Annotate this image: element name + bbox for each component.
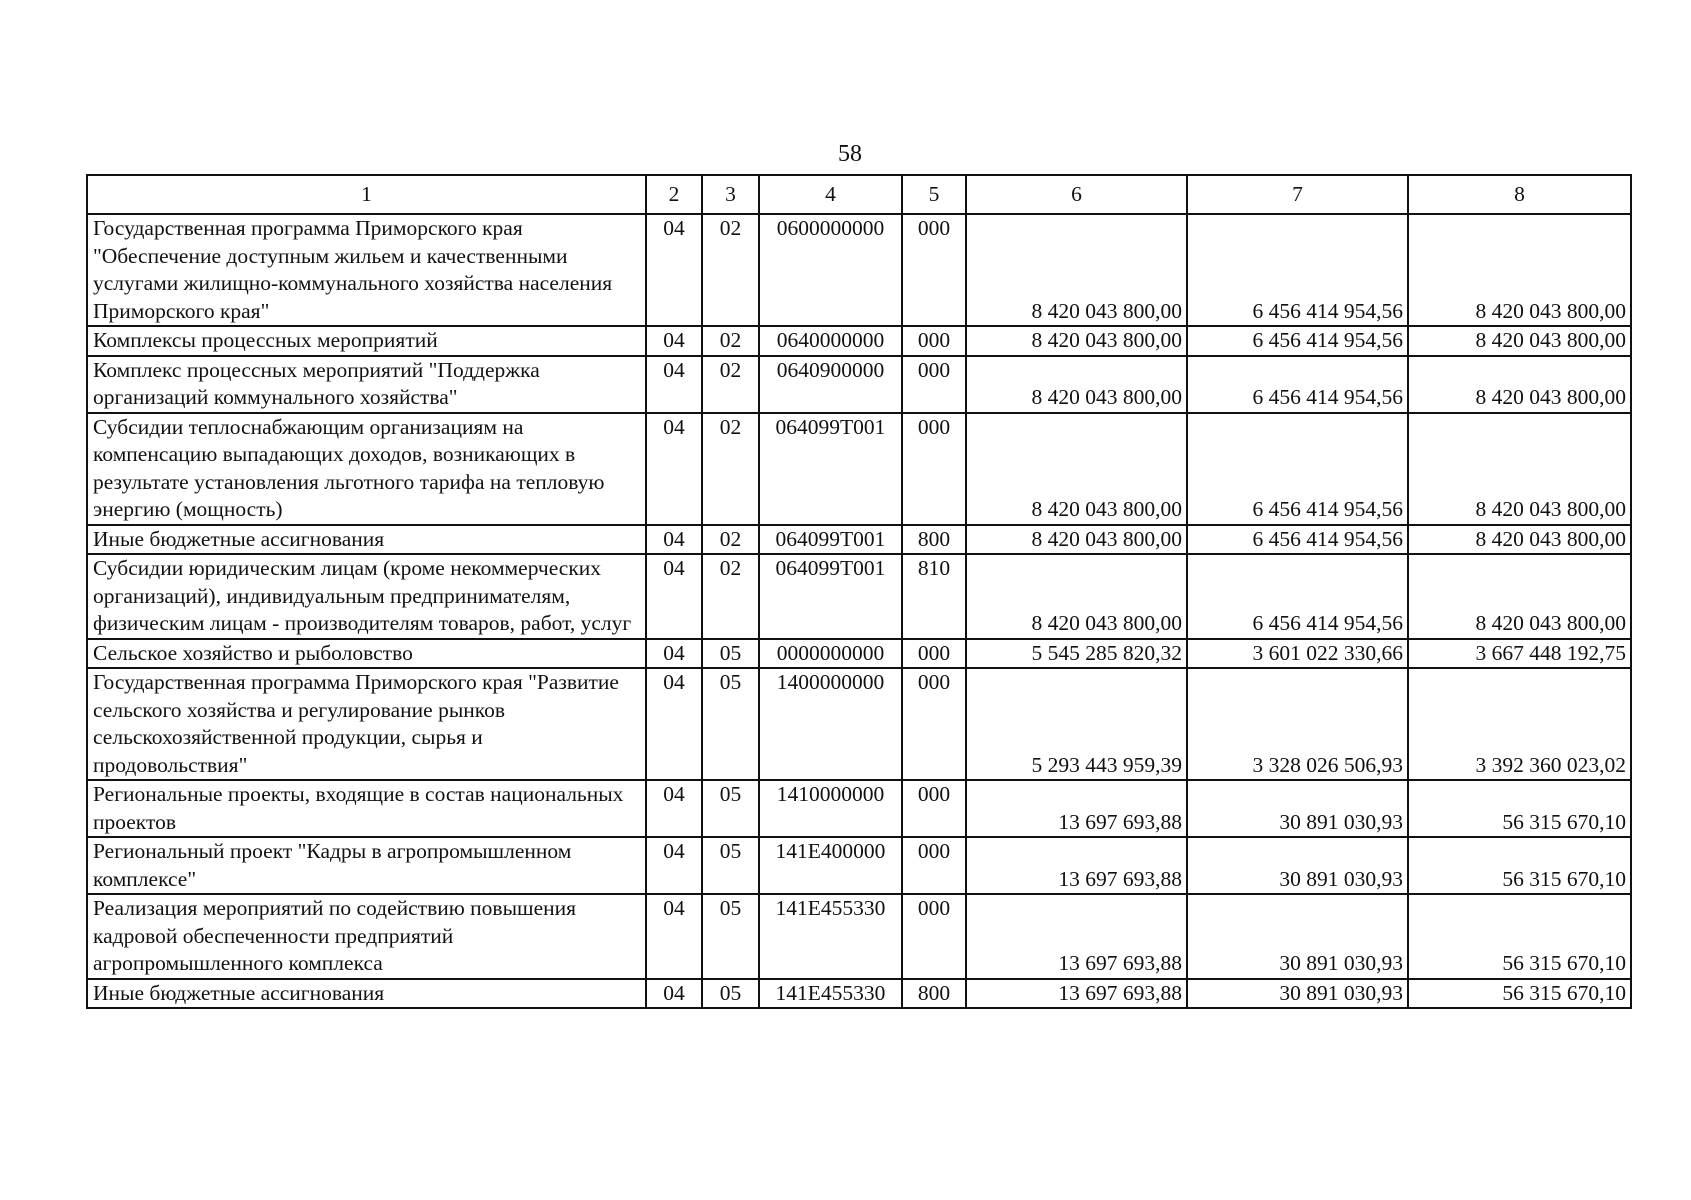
row-amount-6: 13 697 693,88 <box>966 979 1187 1009</box>
row-amount-7: 30 891 030,93 <box>1187 837 1408 894</box>
row-name: Субсидии юридическим лицам (кроме некоммерческих организаций), индивидуальным предпринимателям, физическим лицам - производителям товаров, работ, услуг <box>87 554 646 639</box>
row-subsection: 02 <box>702 525 759 555</box>
row-amount-8: 56 315 670,10 <box>1408 780 1631 837</box>
row-amount-8: 8 420 043 800,00 <box>1408 525 1631 555</box>
row-amount-8: 56 315 670,10 <box>1408 894 1631 979</box>
row-amount-6: 8 420 043 800,00 <box>966 525 1187 555</box>
row-amount-7: 6 456 414 954,56 <box>1187 326 1408 356</box>
header-col-4: 4 <box>759 175 902 214</box>
row-section: 04 <box>646 326 702 356</box>
row-subsection: 02 <box>702 356 759 413</box>
row-expense-type: 000 <box>902 214 966 326</box>
row-target-code: 064099Т001 <box>759 554 902 639</box>
table-row <box>87 554 1631 639</box>
row-target-code: 141Е455330 <box>759 979 902 1009</box>
row-name: Региональные проекты, входящие в состав национальных проектов <box>87 780 646 837</box>
row-name: Субсидии теплоснабжающим организациям на компенсацию выпадающих доходов, возникающих в результате установления льготного тарифа на тепловую энергию (мощность) <box>87 413 646 525</box>
row-section: 04 <box>646 668 702 780</box>
row-name: Государственная программа Приморского края "Развитие сельского хозяйства и регулирование рынков сельскохозяйственной продукции, сырья и продовольствия" <box>87 668 646 780</box>
row-target-code: 1410000000 <box>759 780 902 837</box>
row-subsection: 02 <box>702 413 759 525</box>
row-name: Государственная программа Приморского края "Обеспечение доступным жильем и качественными услугами жилищно-коммунального хозяйства населения Приморского края" <box>87 214 646 326</box>
table-row <box>87 326 1631 356</box>
row-amount-8: 8 420 043 800,00 <box>1408 214 1631 326</box>
table-row <box>87 525 1631 555</box>
budget-table <box>86 174 1632 1009</box>
row-amount-7: 30 891 030,93 <box>1187 979 1408 1009</box>
row-name: Сельское хозяйство и рыболовство <box>87 639 646 669</box>
row-name: Региональный проект "Кадры в агропромышленном комплексе" <box>87 837 646 894</box>
table-row <box>87 780 1631 837</box>
row-name: Иные бюджетные ассигнования <box>87 979 646 1009</box>
row-name: Комплексы процессных мероприятий <box>87 326 646 356</box>
row-subsection: 05 <box>702 979 759 1009</box>
row-target-code: 141Е400000 <box>759 837 902 894</box>
table-row <box>87 413 1631 525</box>
row-amount-7: 6 456 414 954,56 <box>1187 554 1408 639</box>
row-expense-type: 000 <box>902 780 966 837</box>
row-amount-8: 8 420 043 800,00 <box>1408 356 1631 413</box>
row-target-code: 0640000000 <box>759 326 902 356</box>
row-expense-type: 000 <box>902 639 966 669</box>
row-section: 04 <box>646 894 702 979</box>
row-amount-7: 3 601 022 330,66 <box>1187 639 1408 669</box>
header-col-5: 5 <box>902 175 966 214</box>
row-subsection: 02 <box>702 554 759 639</box>
table-row <box>87 356 1631 413</box>
row-amount-6: 8 420 043 800,00 <box>966 554 1187 639</box>
row-amount-6: 13 697 693,88 <box>966 837 1187 894</box>
row-target-code: 0640900000 <box>759 356 902 413</box>
row-expense-type: 000 <box>902 356 966 413</box>
table-row <box>87 979 1631 1009</box>
row-amount-8: 3 392 360 023,02 <box>1408 668 1631 780</box>
row-amount-6: 8 420 043 800,00 <box>966 413 1187 525</box>
row-target-code: 064099Т001 <box>759 413 902 525</box>
row-amount-8: 56 315 670,10 <box>1408 837 1631 894</box>
row-amount-6: 8 420 043 800,00 <box>966 214 1187 326</box>
row-target-code: 1400000000 <box>759 668 902 780</box>
row-amount-7: 6 456 414 954,56 <box>1187 413 1408 525</box>
row-expense-type: 000 <box>902 326 966 356</box>
table-row <box>87 668 1631 780</box>
row-subsection: 02 <box>702 326 759 356</box>
row-amount-6: 13 697 693,88 <box>966 780 1187 837</box>
row-section: 04 <box>646 837 702 894</box>
row-amount-6: 8 420 043 800,00 <box>966 356 1187 413</box>
row-expense-type: 000 <box>902 894 966 979</box>
row-expense-type: 000 <box>902 668 966 780</box>
row-subsection: 05 <box>702 837 759 894</box>
row-section: 04 <box>646 979 702 1009</box>
row-amount-8: 3 667 448 192,75 <box>1408 639 1631 669</box>
row-amount-6: 8 420 043 800,00 <box>966 326 1187 356</box>
row-section: 04 <box>646 780 702 837</box>
table-row <box>87 214 1631 326</box>
header-col-7: 7 <box>1187 175 1408 214</box>
row-subsection: 02 <box>702 214 759 326</box>
row-section: 04 <box>646 214 702 326</box>
row-amount-7: 6 456 414 954,56 <box>1187 356 1408 413</box>
row-subsection: 05 <box>702 639 759 669</box>
header-row <box>87 175 1631 214</box>
row-expense-type: 000 <box>902 413 966 525</box>
row-name: Комплекс процессных мероприятий "Поддержка организаций коммунального хозяйства" <box>87 356 646 413</box>
row-target-code: 141Е455330 <box>759 894 902 979</box>
row-subsection: 05 <box>702 780 759 837</box>
row-amount-6: 13 697 693,88 <box>966 894 1187 979</box>
row-amount-6: 5 545 285 820,32 <box>966 639 1187 669</box>
row-amount-8: 8 420 043 800,00 <box>1408 554 1631 639</box>
row-section: 04 <box>646 525 702 555</box>
header-col-1: 1 <box>87 175 646 214</box>
row-target-code: 0000000000 <box>759 639 902 669</box>
row-amount-8: 56 315 670,10 <box>1408 979 1631 1009</box>
row-expense-type: 800 <box>902 525 966 555</box>
row-subsection: 05 <box>702 668 759 780</box>
row-amount-7: 3 328 026 506,93 <box>1187 668 1408 780</box>
header-col-8: 8 <box>1408 175 1631 214</box>
row-amount-8: 8 420 043 800,00 <box>1408 326 1631 356</box>
table-row <box>87 837 1631 894</box>
row-expense-type: 800 <box>902 979 966 1009</box>
header-col-3: 3 <box>702 175 759 214</box>
table-row <box>87 894 1631 979</box>
row-target-code: 064099Т001 <box>759 525 902 555</box>
row-amount-7: 30 891 030,93 <box>1187 780 1408 837</box>
row-subsection: 05 <box>702 894 759 979</box>
row-expense-type: 810 <box>902 554 966 639</box>
row-amount-8: 8 420 043 800,00 <box>1408 413 1631 525</box>
row-section: 04 <box>646 639 702 669</box>
table-row <box>87 639 1631 669</box>
row-amount-7: 6 456 414 954,56 <box>1187 214 1408 326</box>
row-section: 04 <box>646 554 702 639</box>
row-target-code: 0600000000 <box>759 214 902 326</box>
page-number: 58 <box>838 141 862 167</box>
header-col-2: 2 <box>646 175 702 214</box>
row-name: Реализация мероприятий по содействию повышения кадровой обеспеченности предприятий агропромышленного комплекса <box>87 894 646 979</box>
header-col-6: 6 <box>966 175 1187 214</box>
row-amount-6: 5 293 443 959,39 <box>966 668 1187 780</box>
row-expense-type: 000 <box>902 837 966 894</box>
row-amount-7: 6 456 414 954,56 <box>1187 525 1408 555</box>
row-section: 04 <box>646 356 702 413</box>
row-section: 04 <box>646 413 702 525</box>
row-name: Иные бюджетные ассигнования <box>87 525 646 555</box>
row-amount-7: 30 891 030,93 <box>1187 894 1408 979</box>
